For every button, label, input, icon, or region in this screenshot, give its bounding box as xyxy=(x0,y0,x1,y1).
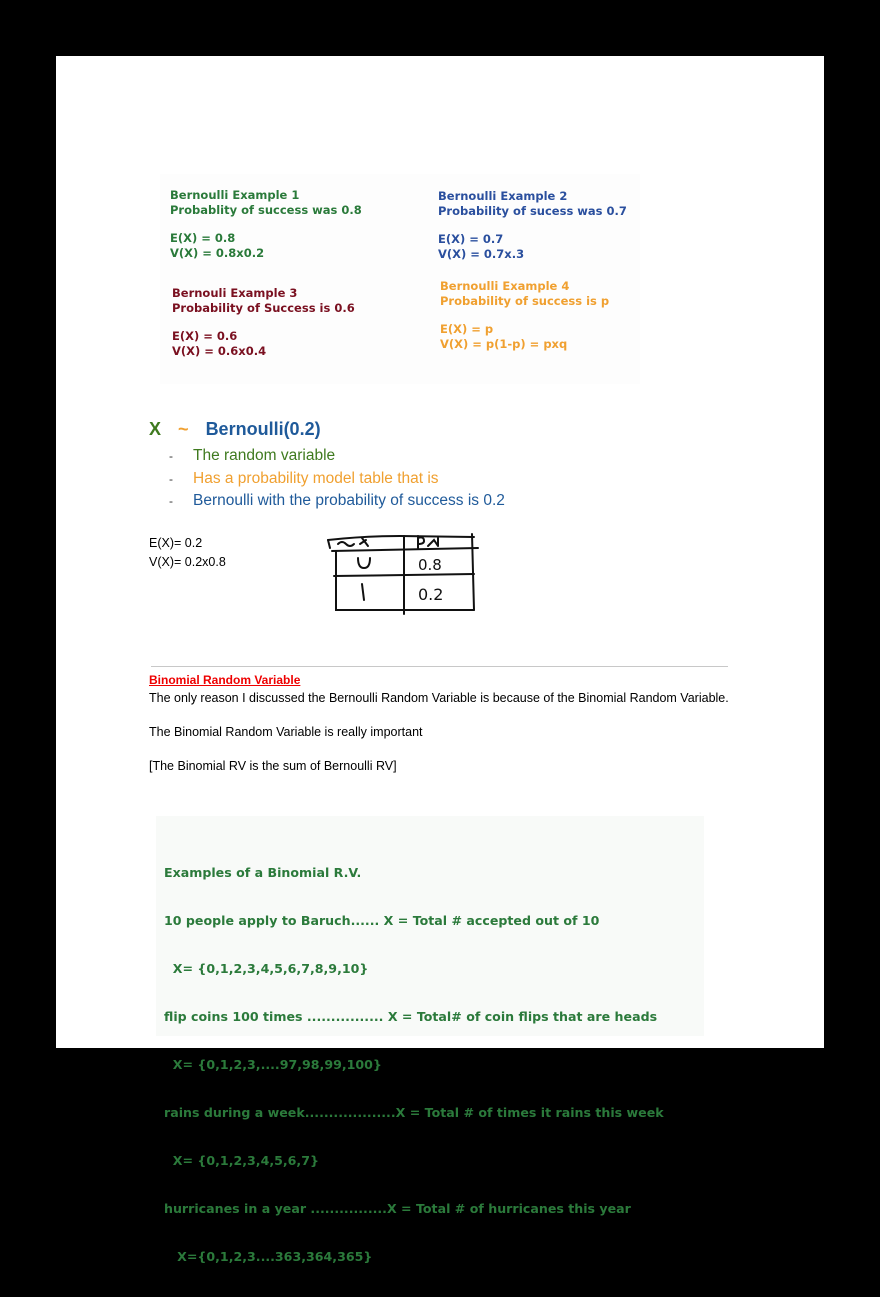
svg-text:0.2: 0.2 xyxy=(418,585,444,604)
binomial-para-2: The Binomial Random Variable is really important xyxy=(149,725,423,739)
binomial-para-3: [The Binomial RV is the sum of Bernoulli RV] xyxy=(149,759,397,773)
section-divider xyxy=(151,666,728,667)
svg-text:0.8: 0.8 xyxy=(418,556,442,574)
example-1: Bernoulli Example 1 Probablity of success was 0.8 E(X) = 0.8 V(X) = 0.8x0.2 xyxy=(170,188,362,260)
distribution-title: X ~ Bernoulli(0.2) xyxy=(149,419,321,439)
bernoulli-examples-image xyxy=(160,174,640,384)
binomial-heading-link[interactable]: Binomial Random Variable xyxy=(149,673,301,687)
example-4: Bernoulli Example 4 Probability of success is p E(X) = p V(X) = p(1-p) = pxq xyxy=(440,279,610,351)
bullet-item: - Bernoulli with the probability of success is 0.2 xyxy=(169,492,505,509)
bullet-item: - The random variable xyxy=(169,447,336,464)
binomial-examples-text: Examples of a Binomial R.V. 10 people apply to Baruch...... X = Total # accepted out of 10 X= {0,1,2,3,4,5,6,7,8,9,10} flip coins 100 times ................ X = Total# of coin flips that are heads X= {0,1,2,3,....97,98,99,100} rains during a week...................X = Total # of times it rains this week X= {0,1,2,3,4,5,6,7} hurricanes in a year ................X = Total # of hurricanes this year X={0,1,2,3....363,364,365} xyxy=(164,865,664,1264)
example-2: Bernoulli Example 2 Probability of sucess was 0.7 E(X) = 0.7 V(X) = 0.7x.3 xyxy=(438,189,627,261)
bullet-item: - Has a probability model table that is xyxy=(169,469,439,487)
binomial-examples-image xyxy=(156,816,704,1264)
handwritten-table-drawing xyxy=(324,532,480,616)
document-page xyxy=(56,56,824,1264)
moments: E(X)= 0.2 V(X)= 0.2x0.8 xyxy=(149,536,226,569)
distribution-bullets xyxy=(169,445,505,513)
binomial-para-1: The only reason I discussed the Bernoulli Random Variable is because of the Binomial Random Variable. xyxy=(149,691,729,705)
handwritten-probability-table xyxy=(324,532,480,616)
example-3: Bernouli Example 3 Probability of Success is 0.6 E(X) = 0.6 V(X) = 0.6x0.4 xyxy=(172,286,355,358)
